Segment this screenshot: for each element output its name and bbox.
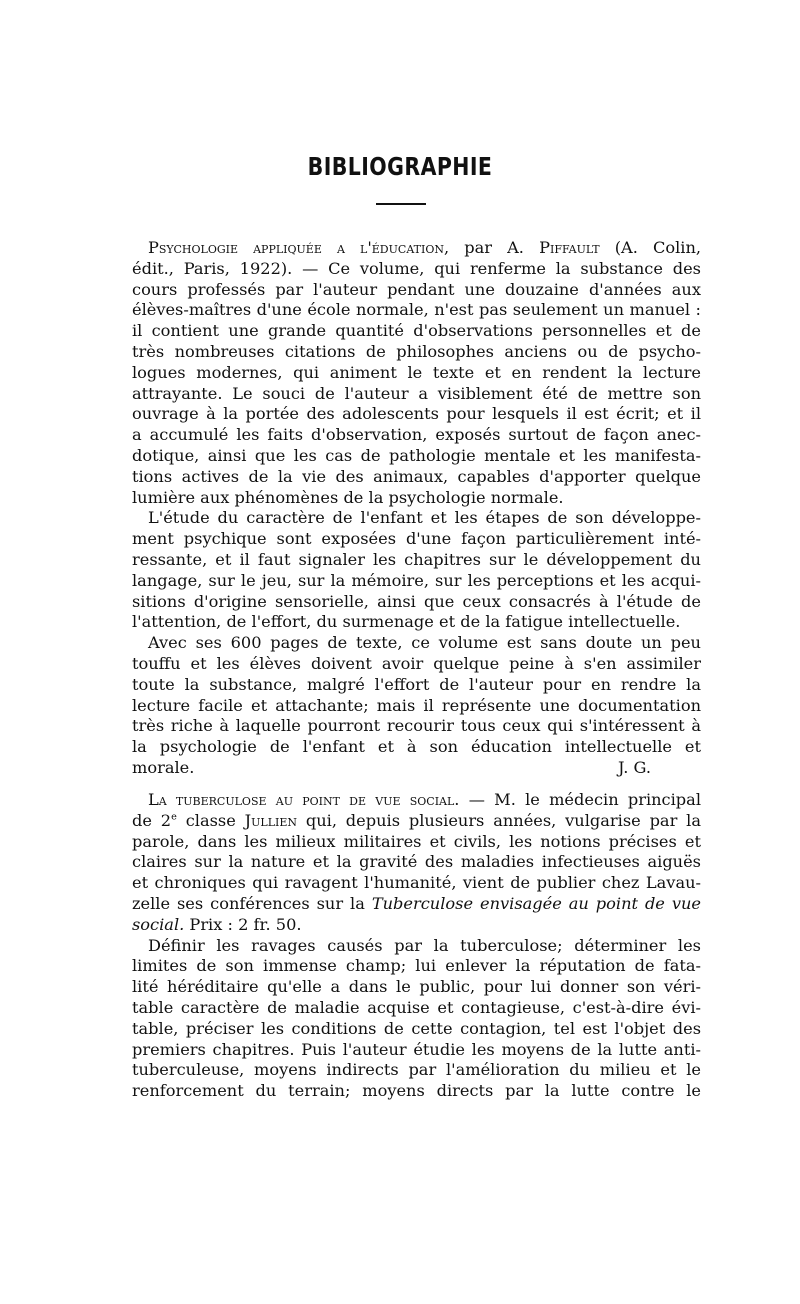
text-line xyxy=(132,915,701,936)
text-line xyxy=(132,571,701,592)
text-line xyxy=(132,675,701,696)
text-run: renforcement du terrain; moyens directs par la lutte contre le xyxy=(132,1081,701,1101)
text-run: Prix : 2 fr. 50. xyxy=(184,914,302,934)
text-run: l'attention, de l'effort, du surmenage et de la fatigue intellectuelle. xyxy=(132,612,681,632)
text-line xyxy=(132,696,701,717)
text-run: L'étude du caractère de l'enfant et les étapes de son développe- xyxy=(148,508,701,528)
text-line xyxy=(132,633,701,654)
text-run: e xyxy=(171,811,177,823)
text-line xyxy=(132,894,701,915)
review-body xyxy=(132,790,701,1102)
text-line xyxy=(132,832,701,853)
text-line xyxy=(132,977,701,998)
text-line xyxy=(132,384,701,405)
text-run: social. xyxy=(132,914,185,934)
text-line xyxy=(132,592,701,613)
review-body xyxy=(132,238,701,758)
text-line xyxy=(132,467,701,488)
text-run: claires sur la nature et la gravité des maladies infectieuses aiguës xyxy=(132,852,701,872)
signature-line xyxy=(132,758,701,779)
text-line xyxy=(132,612,701,633)
text-run: Jullien xyxy=(244,810,298,830)
text-line xyxy=(132,1040,701,1061)
text-run: toute la substance, malgré l'effort de l'auteur pour en rendre la xyxy=(132,674,701,694)
text-run: qui, depuis plusieurs années, vulgarise par la xyxy=(297,810,701,830)
text-line xyxy=(132,404,701,425)
text-line xyxy=(132,446,701,467)
text-run: et chroniques qui ravagent l'humanité, vient de publier chez Lavau- xyxy=(132,873,701,893)
text-run: lité héréditaire qu'elle a dans le public, pour lui donner son véri- xyxy=(132,977,701,997)
text-line xyxy=(132,425,701,446)
text-line xyxy=(132,259,701,280)
text-run: très riche à laquelle pourront recourir tous ceux qui s'intéressent à xyxy=(132,716,701,736)
text-line xyxy=(132,790,701,811)
text-run: Psychologie appliquée a l'éducation xyxy=(148,238,444,257)
text-line xyxy=(132,508,701,529)
text-run: la psychologie de l'enfant et à son éducation intellectuelle et xyxy=(132,737,701,757)
text-line xyxy=(132,654,701,675)
text-run: limites de son immense champ; lui enlever la réputation de fata- xyxy=(132,956,701,976)
text-line xyxy=(132,716,701,737)
text-run: table, préciser les conditions de cette contagion, tel est l'objet des xyxy=(132,1018,701,1038)
text-run: sitions d'origine sensorielle, ainsi que ceux consacrés à l'étude de xyxy=(132,591,701,611)
text-run: attrayante. Le souci de l'auteur a visiblement été de mettre son xyxy=(132,383,701,403)
text-run: , par A. xyxy=(444,238,540,257)
text-run: cours professés par l'auteur pendant une douzaine d'années aux xyxy=(132,279,701,299)
text-run: a accumulé les faits d'observation, exposés surtout de façon anec- xyxy=(132,425,701,445)
text-run: tuberculeuse, moyens indirects par l'amélioration du milieu et le xyxy=(132,1060,701,1080)
text-run: tions actives de la vie des animaux, capables d'apporter quelque xyxy=(132,466,701,486)
title-divider xyxy=(376,203,426,205)
text-run: ouvrage à la portée des adolescents pour lesquels il est écrit; et il xyxy=(132,404,701,424)
text-line xyxy=(132,488,701,509)
text-line xyxy=(132,1081,701,1102)
text-line xyxy=(132,238,701,259)
text-run: — M. le médecin principal xyxy=(459,790,701,809)
text-run: zelle ses conférences sur la xyxy=(132,893,372,913)
text-run: dotique, ainsi que les cas de pathologie mentale et les manifesta- xyxy=(132,445,701,465)
text-line xyxy=(132,321,701,342)
text-run: ment psychique sont exposées d'une façon particulièrement inté- xyxy=(132,529,701,549)
review-psychologie-appliquee xyxy=(132,238,701,779)
text-run: table caractère de maladie acquise et contagieuse, c'est-à-dire évi- xyxy=(132,997,701,1017)
review-closing-text: morale. xyxy=(132,757,195,777)
text-run: parole, dans les milieux militaires et civils, les notions précises et xyxy=(132,831,701,851)
text-line xyxy=(132,956,701,977)
text-run: premiers chapitres. Puis l'auteur étudie les moyens de la lutte anti- xyxy=(132,1039,701,1059)
text-run: élèves-maîtres d'une école normale, n'est pas seulement un manuel : xyxy=(132,300,701,320)
text-line xyxy=(132,529,701,550)
text-line xyxy=(132,1060,701,1081)
review-tuberculose xyxy=(132,790,701,1102)
text-run: de 2 xyxy=(132,810,172,830)
text-run: Définir les ravages causés par la tuberculose; déterminer les xyxy=(148,935,701,955)
text-run: La tuberculose au point de vue social. xyxy=(148,790,460,809)
text-line xyxy=(132,998,701,1019)
page-title: BIBLIOGRAPHIE xyxy=(307,152,493,181)
text-line xyxy=(132,936,701,957)
review-signature: J. G. xyxy=(617,757,651,777)
text-line xyxy=(132,363,701,384)
text-run: lecture facile et attachante; mais il représente une documentation xyxy=(132,695,701,715)
text-line xyxy=(132,300,701,321)
text-line xyxy=(132,873,701,894)
text-run: (A. Colin, xyxy=(599,238,702,257)
text-line xyxy=(132,280,701,301)
text-line xyxy=(132,737,701,758)
text-run: Tuberculose envisagée au point de vue xyxy=(371,893,701,913)
text-run: ressante, et il faut signaler les chapitres sur le développement du xyxy=(132,549,701,569)
text-line xyxy=(132,811,701,832)
text-run: logues modernes, qui animent le texte et en rendent la lecture xyxy=(132,362,701,382)
text-run: langage, sur le jeu, sur la mémoire, sur les perceptions et les acqui- xyxy=(132,570,701,590)
text-run: il contient une grande quantité d'observations personnelles et de xyxy=(132,321,701,341)
text-run: lumière aux phénomènes de la psychologie normale. xyxy=(132,487,564,507)
text-run: Piffault xyxy=(539,238,600,257)
text-run: touffu et les élèves doivent avoir quelque peine à s'en assimiler xyxy=(132,653,701,673)
text-line xyxy=(132,342,701,363)
text-run: classe xyxy=(176,810,245,830)
text-run: très nombreuses citations de philosophes anciens ou de psycho- xyxy=(132,341,701,361)
text-line xyxy=(132,852,701,873)
text-run: édit., Paris, 1922). — Ce volume, qui renferme la substance des xyxy=(132,258,701,278)
text-line xyxy=(132,550,701,571)
text-run: Avec ses 600 pages de texte, ce volume est sans doute un peu xyxy=(148,633,701,653)
text-line xyxy=(132,1019,701,1040)
